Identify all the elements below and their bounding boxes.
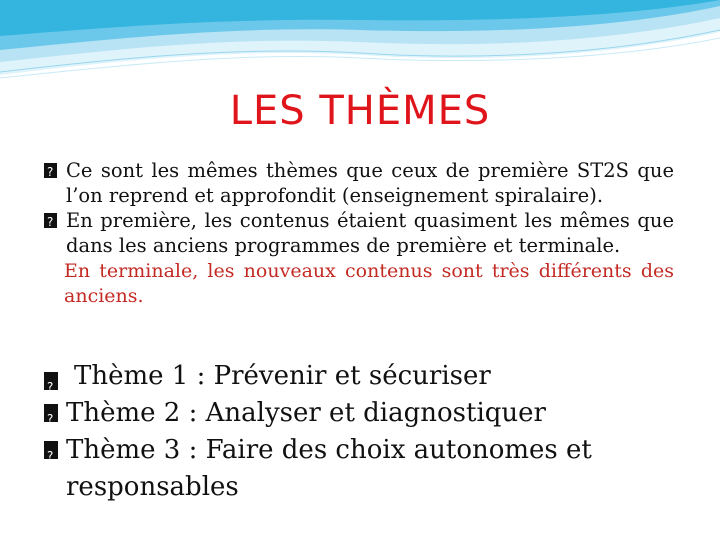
bullet-item — [44, 208, 674, 258]
decorative-wave-banner — [0, 0, 720, 90]
intro-text-block — [44, 158, 674, 309]
terminale-note: En terminale, les nouveaux contenus sont très différents des anciens. — [64, 260, 674, 307]
missing-glyph-icon — [44, 404, 58, 422]
missing-glyph-icon — [44, 213, 57, 228]
theme-text: Thème 3 : Faire des choix autonomes et responsables — [66, 435, 592, 502]
theme-text: Thème 1 : Prévenir et sécuriser — [74, 361, 491, 391]
missing-glyph-icon — [44, 441, 58, 459]
theme-item — [44, 432, 684, 506]
bullet-text: Ce sont les mêmes thèmes que ceux de première ST2S que l’on reprend et approfondit (enseignement spiralaire). — [66, 159, 674, 207]
theme-text: Thème 2 : Analyser et diagnostiquer — [66, 398, 546, 428]
missing-glyph-icon — [44, 163, 57, 178]
missing-glyph-icon — [44, 372, 58, 390]
bullet-text: En première, les contenus étaient quasiment les mêmes que dans les anciens programmes de première et terminale. — [66, 209, 674, 257]
theme-item — [44, 358, 684, 395]
themes-list — [44, 358, 684, 506]
page-title: LES THÈMES — [229, 88, 491, 134]
theme-item — [44, 395, 684, 432]
bullet-item — [44, 158, 674, 208]
